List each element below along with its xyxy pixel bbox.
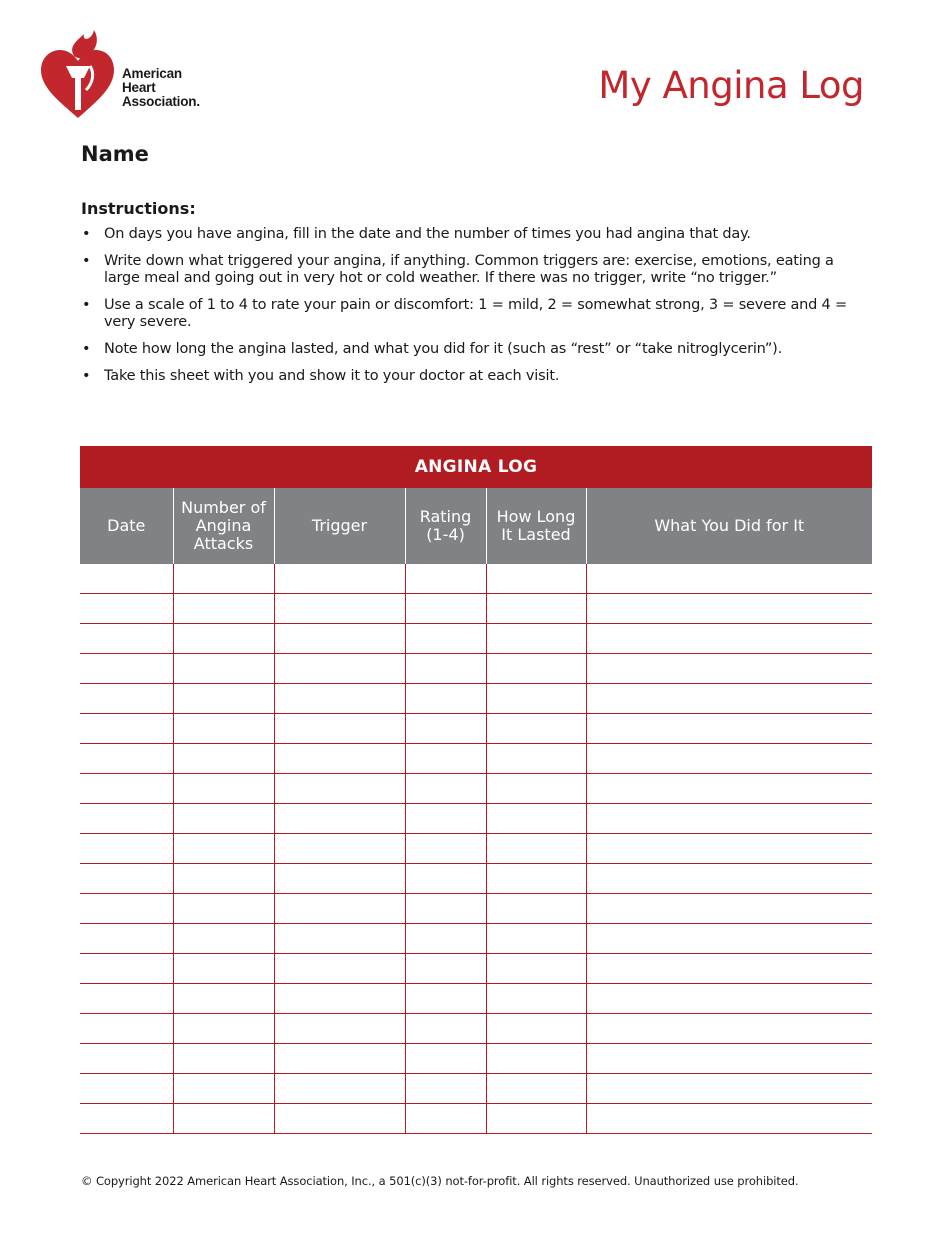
table-row	[80, 1014, 872, 1044]
aha-logo	[38, 26, 218, 122]
duration-cell[interactable]	[486, 954, 586, 984]
trigger-cell[interactable]	[274, 564, 405, 594]
date-cell[interactable]	[80, 834, 173, 864]
attacks-cell[interactable]	[173, 1074, 274, 1104]
duration-cell[interactable]	[486, 1044, 586, 1074]
date-cell[interactable]	[80, 594, 173, 624]
duration-cell[interactable]	[486, 924, 586, 954]
log-banner: ANGINA LOG	[80, 446, 872, 488]
table-row	[80, 594, 872, 624]
column-header-date: Date	[80, 488, 173, 564]
attacks-cell[interactable]	[173, 714, 274, 744]
trigger-cell[interactable]	[274, 864, 405, 894]
duration-cell[interactable]	[486, 1014, 586, 1044]
column-header-duration: How Long It Lasted	[486, 488, 586, 564]
attacks-cell[interactable]	[173, 594, 274, 624]
bullet: •	[82, 297, 91, 313]
rating-cell[interactable]	[405, 954, 486, 984]
trigger-cell[interactable]	[274, 684, 405, 714]
attacks-cell[interactable]	[173, 1014, 274, 1044]
table-row	[80, 1104, 872, 1134]
date-cell[interactable]	[80, 804, 173, 834]
table-row	[80, 654, 872, 684]
table-row	[80, 984, 872, 1014]
trigger-cell[interactable]	[274, 714, 405, 744]
action-cell[interactable]	[586, 984, 872, 1014]
duration-cell[interactable]	[486, 774, 586, 804]
action-cell[interactable]	[586, 924, 872, 954]
table-row	[80, 1044, 872, 1074]
instructions-heading: Instructions:	[81, 199, 196, 218]
table-row	[80, 624, 872, 654]
attacks-cell[interactable]	[173, 744, 274, 774]
trigger-cell[interactable]	[274, 984, 405, 1014]
action-cell[interactable]	[586, 894, 872, 924]
action-cell[interactable]	[586, 594, 872, 624]
aha-wordmark: American Heart Association.	[122, 66, 200, 109]
attacks-cell[interactable]	[173, 654, 274, 684]
table-row	[80, 804, 872, 834]
duration-cell[interactable]	[486, 804, 586, 834]
table-row	[80, 774, 872, 804]
attacks-cell[interactable]	[173, 864, 274, 894]
attacks-cell[interactable]	[173, 984, 274, 1014]
date-cell[interactable]	[80, 954, 173, 984]
duration-cell[interactable]	[486, 744, 586, 774]
action-cell[interactable]	[586, 564, 872, 594]
instruction-item: • Write down what triggered your angina, if anything. Common triggers are: exercise, emotions, eating a large meal and going out in very hot or cold weather. If there was no trigger, write “no trigger.”	[82, 253, 834, 286]
table-row	[80, 924, 872, 954]
log-body	[80, 564, 872, 1134]
duration-cell[interactable]	[486, 684, 586, 714]
trigger-cell[interactable]	[274, 654, 405, 684]
duration-cell[interactable]	[486, 654, 586, 684]
rating-cell[interactable]	[405, 1014, 486, 1044]
trigger-cell[interactable]	[274, 594, 405, 624]
rating-cell[interactable]	[405, 654, 486, 684]
rating-cell[interactable]	[405, 804, 486, 834]
column-header-rating: Rating (1-4)	[405, 488, 486, 564]
table-row	[80, 564, 872, 594]
action-cell[interactable]	[586, 864, 872, 894]
date-cell[interactable]	[80, 1044, 173, 1074]
instruction-item: • Note how long the angina lasted, and what you did for it (such as “rest” or “take nitroglycerin”).	[82, 341, 783, 357]
column-header-action: What You Did for It	[586, 488, 872, 564]
duration-cell[interactable]	[486, 864, 586, 894]
bullet: •	[82, 341, 91, 357]
attacks-cell[interactable]	[173, 954, 274, 984]
duration-cell[interactable]	[486, 1104, 586, 1134]
date-cell[interactable]	[80, 864, 173, 894]
date-cell[interactable]	[80, 1014, 173, 1044]
instruction-item: • On days you have angina, fill in the date and the number of times you had angina that day.	[82, 226, 751, 242]
action-cell[interactable]	[586, 1074, 872, 1104]
duration-cell[interactable]	[486, 594, 586, 624]
page-title: My Angina Log	[598, 64, 864, 107]
table-row	[80, 894, 872, 924]
bullet: •	[82, 368, 91, 384]
rating-cell[interactable]	[405, 984, 486, 1014]
action-cell[interactable]	[586, 1044, 872, 1074]
action-cell[interactable]	[586, 1104, 872, 1134]
date-cell[interactable]	[80, 684, 173, 714]
table-row	[80, 714, 872, 744]
duration-cell[interactable]	[486, 1074, 586, 1104]
action-cell[interactable]	[586, 804, 872, 834]
duration-cell[interactable]	[486, 894, 586, 924]
action-cell[interactable]	[586, 684, 872, 714]
date-cell[interactable]	[80, 714, 173, 744]
duration-cell[interactable]	[486, 564, 586, 594]
rating-cell[interactable]	[405, 834, 486, 864]
duration-cell[interactable]	[486, 624, 586, 654]
attacks-cell[interactable]	[173, 774, 274, 804]
date-cell[interactable]	[80, 564, 173, 594]
action-cell[interactable]	[586, 624, 872, 654]
attacks-cell[interactable]	[173, 894, 274, 924]
name-field-label: Name	[81, 142, 149, 166]
action-cell[interactable]	[586, 774, 872, 804]
instructions-list	[81, 226, 871, 395]
rating-cell[interactable]	[405, 714, 486, 744]
rating-cell[interactable]	[405, 894, 486, 924]
action-cell[interactable]	[586, 1014, 872, 1044]
attacks-cell[interactable]	[173, 804, 274, 834]
table-row	[80, 834, 872, 864]
attacks-cell[interactable]	[173, 1104, 274, 1134]
trigger-cell[interactable]	[274, 1074, 405, 1104]
action-cell[interactable]	[586, 714, 872, 744]
rating-cell[interactable]	[405, 744, 486, 774]
duration-cell[interactable]	[486, 834, 586, 864]
date-cell[interactable]	[80, 924, 173, 954]
column-header-attacks: Number of Angina Attacks	[173, 488, 274, 564]
duration-cell[interactable]	[486, 714, 586, 744]
trigger-cell[interactable]	[274, 1044, 405, 1074]
log-table	[80, 488, 872, 1134]
trigger-cell[interactable]	[274, 924, 405, 954]
trigger-cell[interactable]	[274, 744, 405, 774]
attacks-cell[interactable]	[173, 924, 274, 954]
heart-torch-icon	[38, 26, 118, 122]
table-row	[80, 864, 872, 894]
table-row	[80, 684, 872, 714]
date-cell[interactable]	[80, 984, 173, 1014]
action-cell[interactable]	[586, 744, 872, 774]
date-cell[interactable]	[80, 744, 173, 774]
rating-cell[interactable]	[405, 1074, 486, 1104]
rating-cell[interactable]	[405, 774, 486, 804]
trigger-cell[interactable]	[274, 774, 405, 804]
rating-cell[interactable]	[405, 924, 486, 954]
bullet: •	[82, 253, 91, 269]
action-cell[interactable]	[586, 834, 872, 864]
date-cell[interactable]	[80, 624, 173, 654]
bullet: •	[82, 226, 91, 242]
rating-cell[interactable]	[405, 564, 486, 594]
duration-cell[interactable]	[486, 984, 586, 1014]
date-cell[interactable]	[80, 1074, 173, 1104]
rating-cell[interactable]	[405, 1044, 486, 1074]
table-row	[80, 954, 872, 984]
trigger-cell[interactable]	[274, 954, 405, 984]
trigger-cell[interactable]	[274, 804, 405, 834]
table-row	[80, 1074, 872, 1104]
attacks-cell[interactable]	[173, 624, 274, 654]
rating-cell[interactable]	[405, 594, 486, 624]
instruction-item: • Take this sheet with you and show it to your doctor at each visit.	[82, 368, 560, 384]
angina-log	[80, 446, 872, 1134]
table-row	[80, 744, 872, 774]
rating-cell[interactable]	[405, 1104, 486, 1134]
date-cell[interactable]	[80, 654, 173, 684]
trigger-cell[interactable]	[274, 1014, 405, 1044]
instruction-item: • Use a scale of 1 to 4 to rate your pain or discomfort: 1 = mild, 2 = somewhat strong, 3 = severe and 4 = very severe.	[82, 297, 847, 330]
trigger-cell[interactable]	[274, 624, 405, 654]
copyright-footer: © Copyright 2022 American Heart Association, Inc., a 501(c)(3) not-for-profit. All rights reserved. Unauthorized use prohibited.	[81, 1174, 799, 1188]
date-cell[interactable]	[80, 774, 173, 804]
column-header-trigger: Trigger	[274, 488, 405, 564]
date-cell[interactable]	[80, 894, 173, 924]
attacks-cell[interactable]	[173, 684, 274, 714]
attacks-cell[interactable]	[173, 564, 274, 594]
date-cell[interactable]	[80, 1104, 173, 1134]
action-cell[interactable]	[586, 654, 872, 684]
attacks-cell[interactable]	[173, 834, 274, 864]
rating-cell[interactable]	[405, 864, 486, 894]
rating-cell[interactable]	[405, 684, 486, 714]
trigger-cell[interactable]	[274, 834, 405, 864]
trigger-cell[interactable]	[274, 1104, 405, 1134]
log-header-row	[80, 488, 872, 564]
attacks-cell[interactable]	[173, 1044, 274, 1074]
trigger-cell[interactable]	[274, 894, 405, 924]
action-cell[interactable]	[586, 954, 872, 984]
rating-cell[interactable]	[405, 624, 486, 654]
